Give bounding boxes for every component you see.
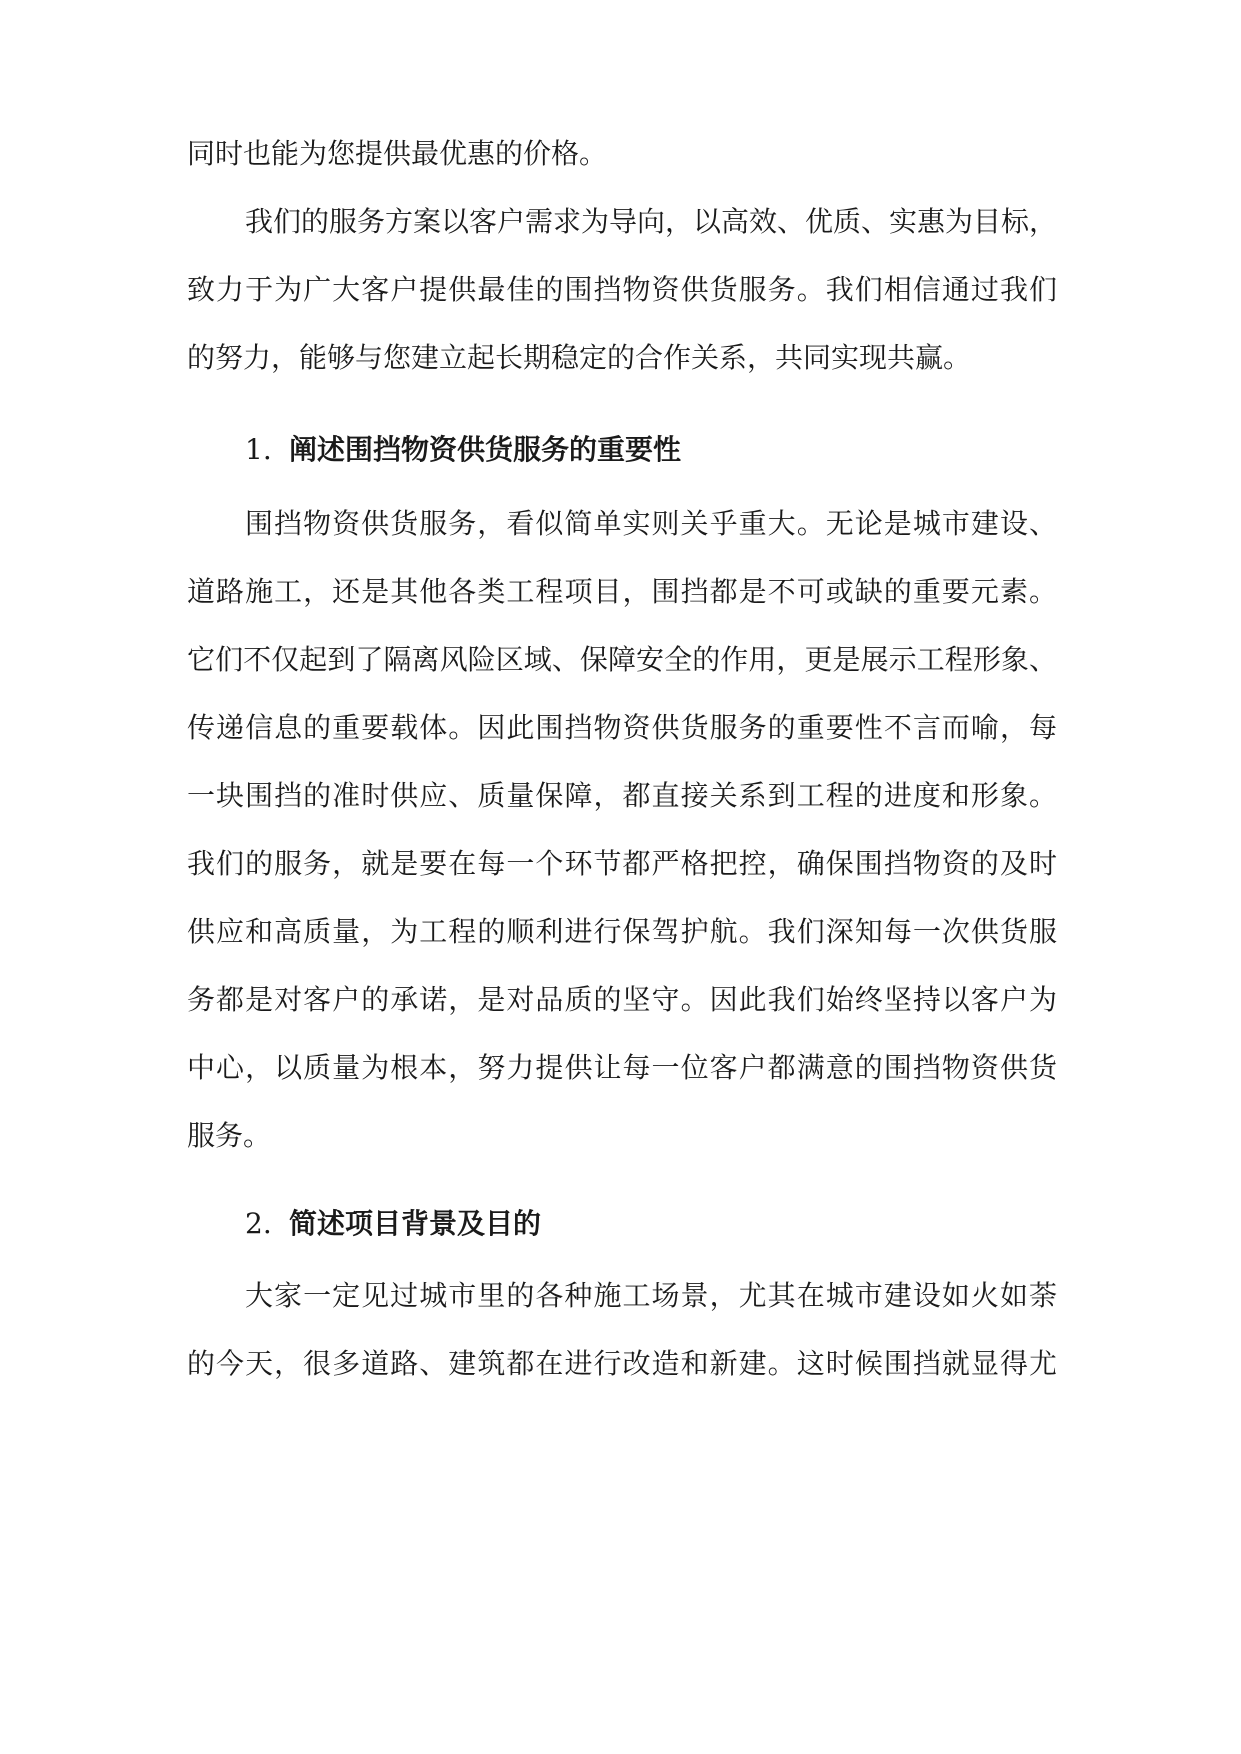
paragraph-line: 道路施工，还是其他各类工程项目，围挡都是不可或缺的重要元素。 (187, 575, 1057, 608)
heading-title: 阐述围挡物资供货服务的重要性 (289, 433, 682, 466)
paragraph-line: 致力于为广大客户提供最佳的围挡物资供货服务。我们相信通过我们 (187, 273, 1057, 306)
paragraph-line: 务都是对客户的承诺，是对品质的坚守。因此我们始终坚持以客户为 (187, 983, 1057, 1016)
paragraph-line: 的努力，能够与您建立起长期稳定的合作关系，共同实现共赢。 (187, 341, 972, 374)
paragraph-line: 一块围挡的准时供应、质量保障，都直接关系到工程的进度和形象。 (187, 779, 1057, 812)
paragraph-line: 围挡物资供货服务，看似简单实则关乎重大。无论是城市建设、 (245, 507, 1057, 540)
paragraph-line: 同时也能为您提供最优惠的价格。 (187, 137, 608, 170)
section-heading-1 (245, 420, 681, 480)
paragraph-line: 的今天，很多道路、建筑都在进行改造和新建。这时候围挡就显得尤 (187, 1347, 1057, 1380)
paragraph-line: 它们不仅起到了隔离风险区域、保障安全的作用，更是展示工程形象、 (187, 643, 1057, 676)
paragraph-line: 传递信息的重要载体。因此围挡物资供货服务的重要性不言而喻，每 (187, 711, 1057, 744)
paragraph-line: 我们的服务方案以客户需求为导向，以高效、优质、实惠为目标， (245, 205, 1057, 238)
heading-title: 简述项目背景及目的 (289, 1207, 542, 1240)
heading-number: 1. (245, 433, 272, 466)
paragraph-line: 我们的服务，就是要在每一个环节都严格把控，确保围挡物资的及时 (187, 847, 1057, 880)
paragraph-line: 大家一定见过城市里的各种施工场景，尤其在城市建设如火如荼 (245, 1279, 1057, 1312)
paragraph-line: 供应和高质量，为工程的顺利进行保驾护航。我们深知每一次供货服 (187, 915, 1057, 948)
paragraph-line: 服务。 (187, 1119, 272, 1152)
section-heading-2 (245, 1194, 541, 1254)
heading-number: 2. (245, 1207, 272, 1240)
paragraph-line: 中心，以质量为根本，努力提供让每一位客户都满意的围挡物资供货 (187, 1051, 1057, 1084)
